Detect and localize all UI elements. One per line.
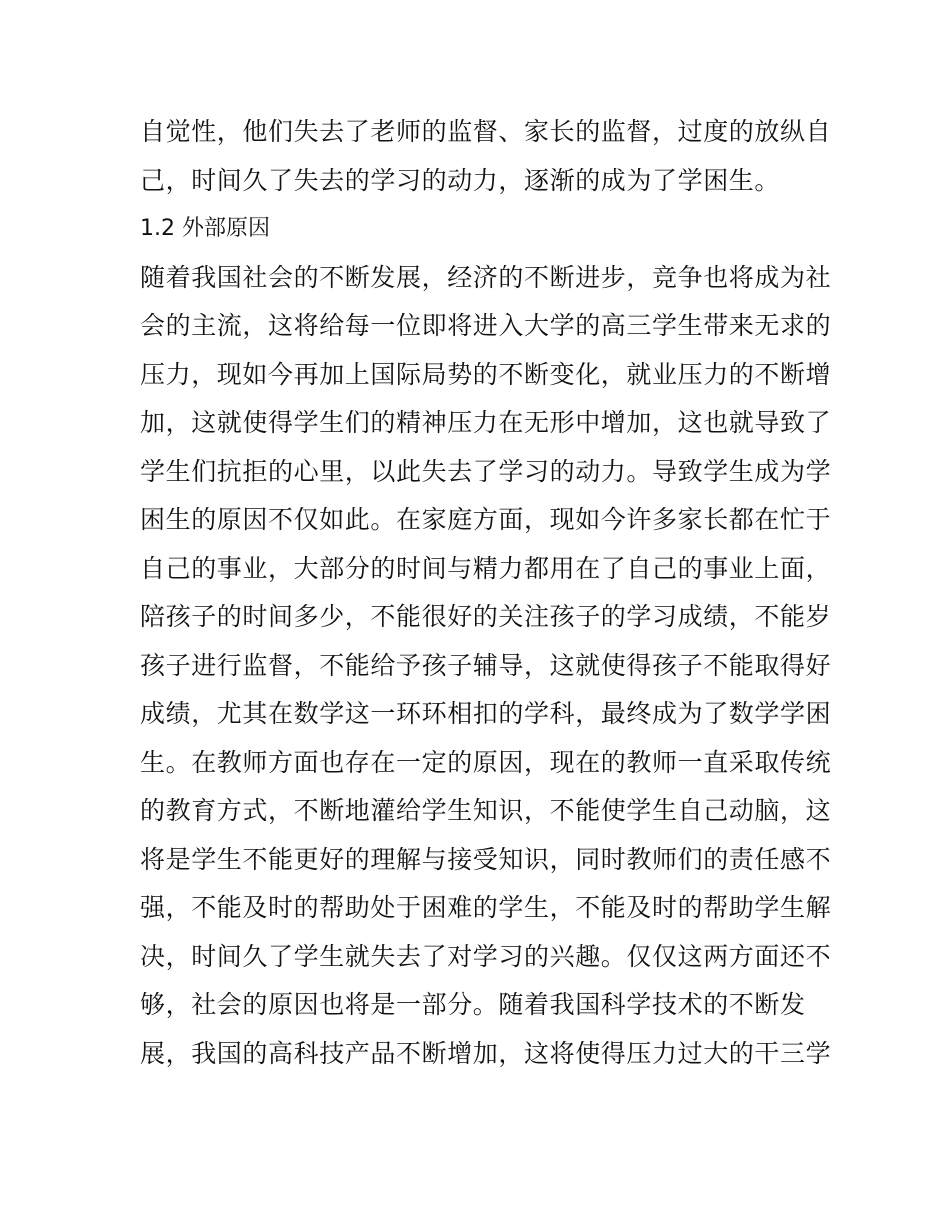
text-line: 困生的原因不仅如此。在家庭方面，现如今许多家长都在忙于 bbox=[140, 505, 832, 534]
text-line: 会的主流，这将给每一位即将进入大学的高三学生带来无求的 bbox=[140, 311, 832, 340]
text-line: 学生们抗拒的心里，以此失去了学习的动力。导致学生成为学 bbox=[140, 456, 832, 486]
text-line: 加，这就使得学生们的精神压力在无形中增加，这也就导致了 bbox=[140, 408, 832, 437]
text-line: 成绩，尤其在数学这一环环相扣的学科，最终成为了数学学困 bbox=[140, 699, 832, 728]
text-line: 够，社会的原因也将是一部分。随着我国科学技术的不断发 bbox=[140, 990, 806, 1019]
text-line: 的教育方式，不断地灌给学生知识，不能使学生自己动脑，这 bbox=[140, 796, 832, 825]
text-line: 生。在教师方面也存在一定的原因，现在的教师一直采取传统 bbox=[140, 747, 832, 777]
text-line: 压力，现如今再加上国际局势的不断变化，就业压力的不断增 bbox=[140, 359, 832, 389]
document-body bbox=[140, 108, 832, 1078]
text-line: 展，我国的高科技产品不断增加，这将使得压力过大的干三学 bbox=[140, 1038, 832, 1068]
text-line: 随着我国社会的不断发展，经济的不断进步，竞争也将成为社 bbox=[140, 262, 832, 292]
section-heading: 1.2 外部原因 bbox=[140, 216, 270, 241]
text-line: 决，时间久了学生就失去了对学习的兴趣。仅仅这两方面还不 bbox=[140, 941, 832, 971]
text-line: 孩子进行监督，不能给予孩子辅导，这就使得孩子不能取得好 bbox=[140, 650, 832, 680]
text-line: 自觉性，他们失去了老师的监督、家长的监督，过度的放纵自 bbox=[140, 117, 832, 146]
text-line: 强，不能及时的帮助处于困难的学生，不能及时的帮助学生解 bbox=[140, 893, 832, 922]
paragraph-2 bbox=[140, 254, 832, 1079]
text-line: 将是学生不能更好的理解与接受知识，同时教师们的责任感不 bbox=[140, 844, 832, 874]
text-line: 己，时间久了失去的学习的动力，逐渐的成为了学困生。 bbox=[140, 165, 781, 195]
text-line: 陪孩子的时间多少，不能很好的关注孩子的学习成绩，不能岁 bbox=[140, 602, 832, 631]
text-line: 自己的事业，大部分的时间与精力都用在了自己的事业上面， bbox=[140, 553, 832, 583]
paragraph-1 bbox=[140, 108, 832, 205]
